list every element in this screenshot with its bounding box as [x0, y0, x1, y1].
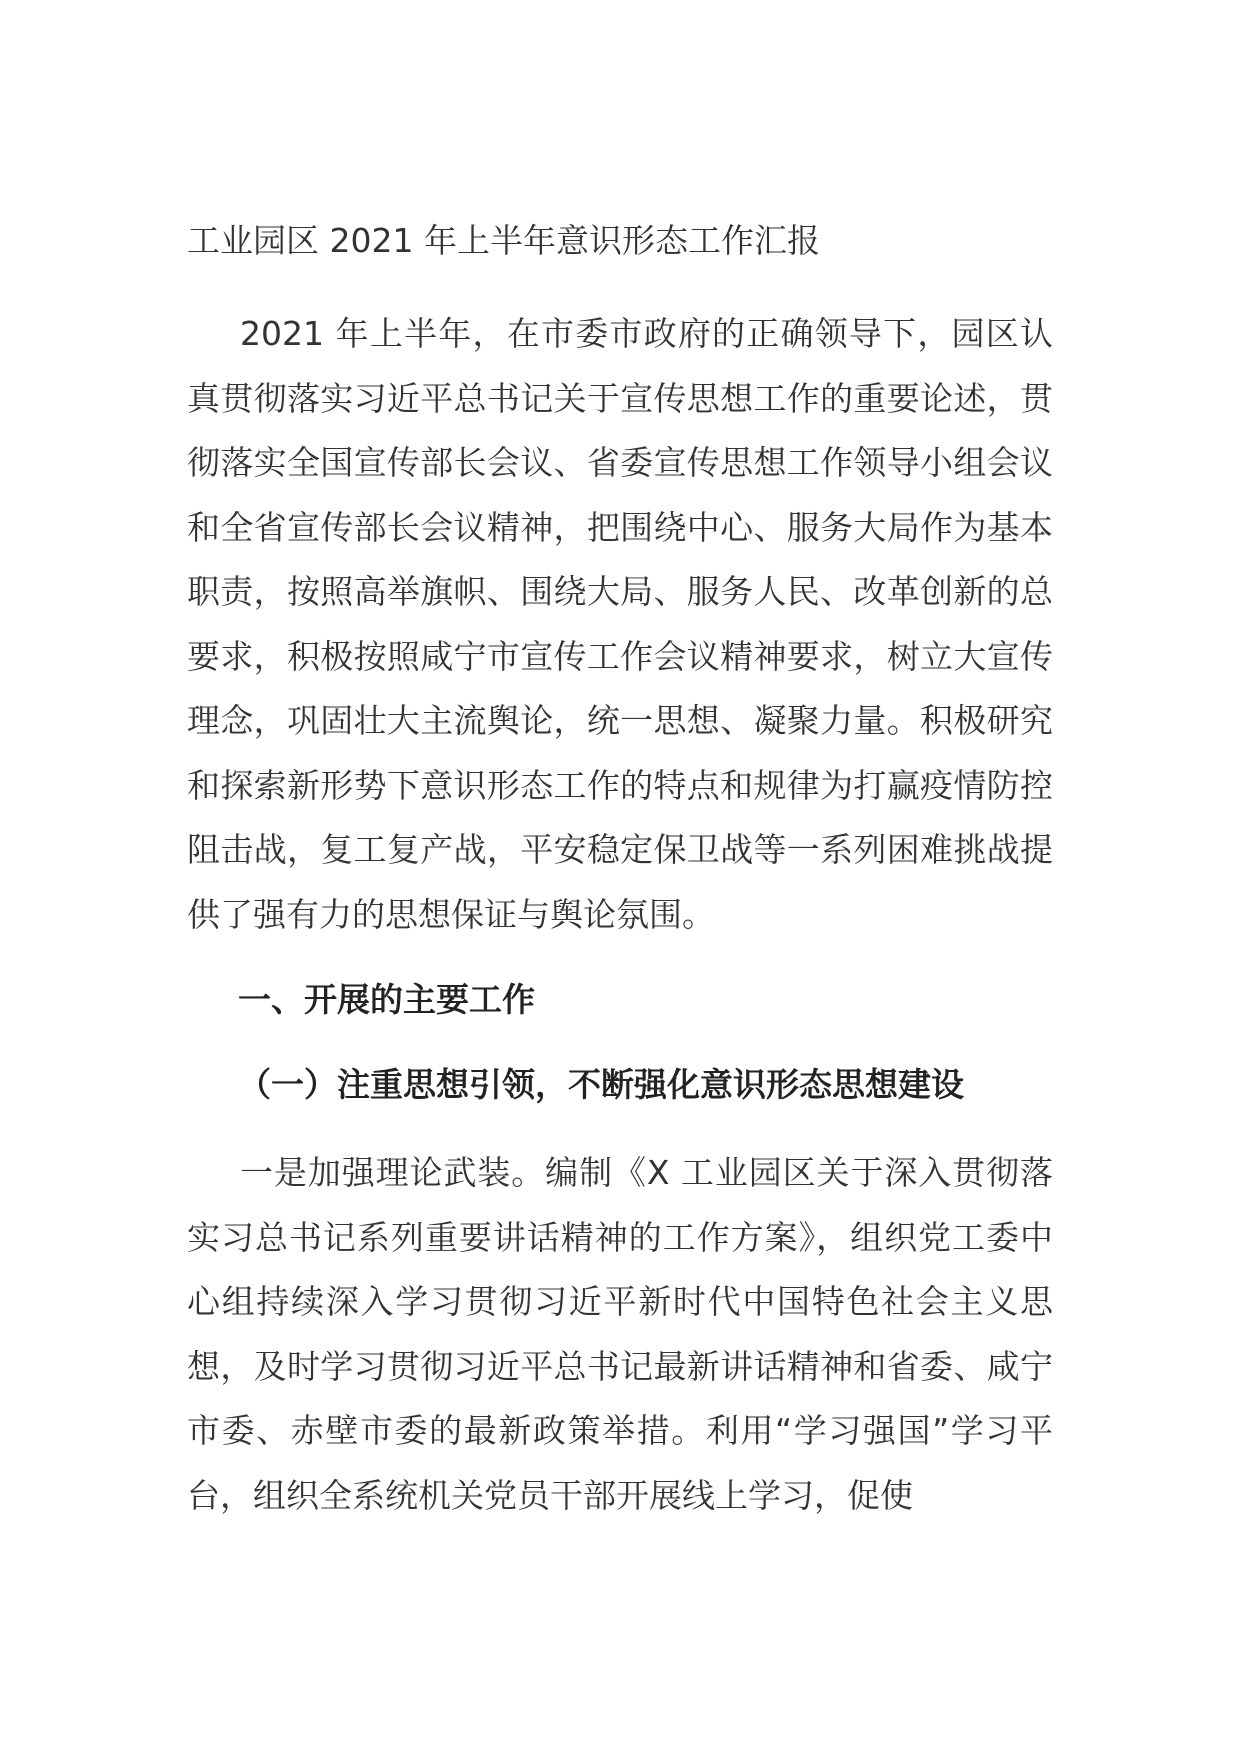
document-title: 工业园区 2021 年上半年意识形态工作汇报 — [187, 221, 820, 260]
section-heading: 一、开展的主要工作 — [238, 980, 535, 1019]
body-paragraph: 一是加强理论武装。编制《X 工业园区关于深入贯彻落实习总书记系列重要讲话精神的工作方案》，组织党工委中心组持续深入学习贯彻习近平新时代中国特色社会主义思想，及时学习贯彻习近平总书记最新讲话精神和省委、咸宁市委、赤壁市委的最新政策举措。利用“学习强国”学习平台，组织全系统机关党员干部开展线上学习，促使 — [187, 1153, 1053, 1515]
intro-paragraph: 2021 年上半年，在市委市政府的正确领导下，园区认真贯彻落实习近平总书记关于宣传思想工作的重要论述，贯彻落实全国宣传部长会议、省委宣传思想工作领导小组会议和全省宣传部长会议精神，把围绕中心、服务大局作为基本职责，按照高举旗帜、围绕大局、服务人民、改革创新的总要求，积极按照咸宁市宣传工作会议精神要求，树立大宣传理念，巩固壮大主流舆论，统一思想、凝聚力量。积极研究和探索新形势下意识形态工作的特点和规律为打赢疫情防控阻击战，复工复产战，平安稳定保卫战等一系列困难挑战提供了强有力的思想保证与舆论氛围。 — [187, 314, 1053, 934]
subsection-heading: （一）注重思想引领，不断强化意识形态思想建设 — [238, 1065, 964, 1104]
